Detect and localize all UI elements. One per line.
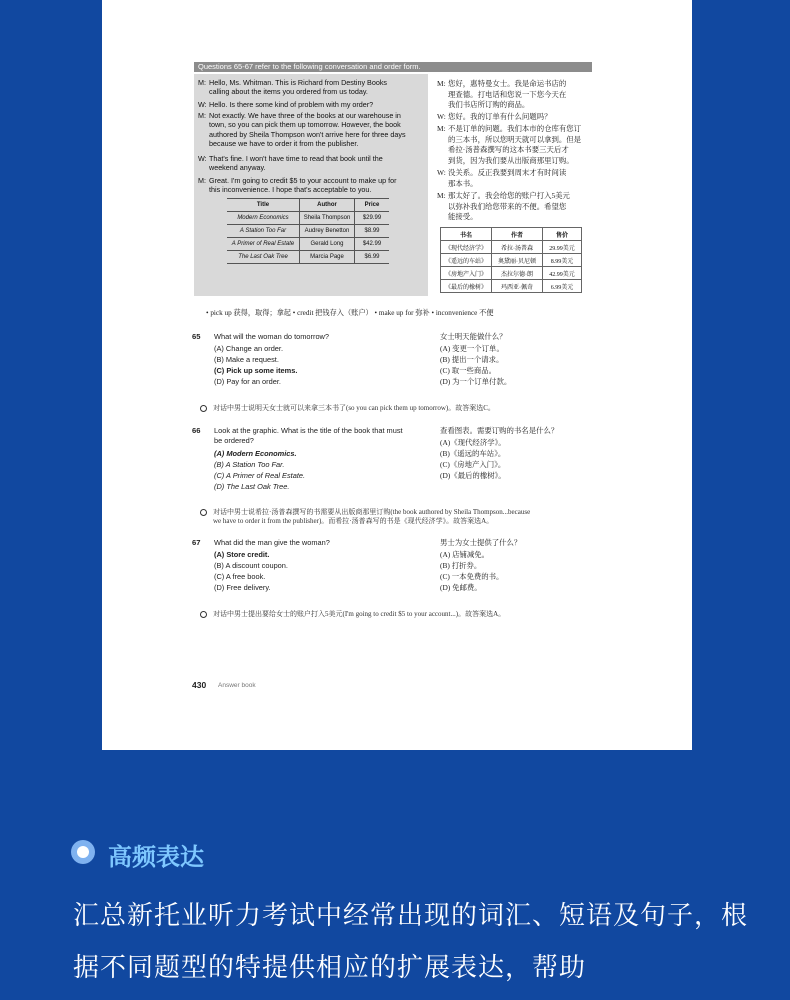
option: (B) Make a request.	[214, 355, 279, 364]
option: (B)《遥远的车站》。	[440, 449, 506, 458]
question-number: 67	[192, 538, 201, 547]
question-text: What will the woman do tomorrow?	[214, 332, 330, 341]
option: (B) 打折券。	[440, 561, 482, 570]
option: (A) 店铺减免。	[440, 550, 490, 559]
dialogue-line: That's fine. I won't have time to read that book until the	[209, 154, 383, 163]
table-cell: $42.99	[355, 238, 390, 251]
option: (D)《最后的橡树》。	[440, 471, 506, 480]
table-row	[441, 267, 582, 280]
table-cell: 29.99美元	[543, 241, 582, 254]
question-text: 女士明天能做什么？	[440, 332, 507, 341]
table-row	[227, 212, 389, 225]
question-header: Questions 65-67 refer to the following conversation and order form.	[194, 62, 592, 72]
dialogue-line: 没关系。反正我要到周末才有时间读	[448, 168, 567, 177]
question-number: 65	[192, 332, 201, 341]
option: (C) A Primer of Real Estate.	[214, 471, 306, 480]
dialogue-line: 那太好了。我会给您的账户打入5美元	[448, 191, 570, 200]
option: (C) 取一些商品。	[440, 366, 497, 375]
dialogue-line: 能接受。	[448, 212, 478, 222]
table-cell: 奥黛丽·贝尼顿	[492, 254, 543, 267]
table-cell: Gerald Long	[300, 238, 355, 251]
option: (C)《房地产入门》。	[440, 460, 506, 469]
dialogue-line: Not exactly. We have three of the books at our warehouse in	[209, 111, 401, 120]
answer-note	[200, 609, 505, 619]
table-cell: 《遥远的车站》	[441, 254, 492, 267]
option-correct: (A) Modern Economics.	[214, 449, 297, 458]
option: (C) 一本免费的书。	[440, 572, 504, 581]
table-cell: A Station Too Far	[227, 225, 300, 238]
table-row	[441, 280, 582, 293]
option: (D) 为一个订单付款。	[440, 377, 512, 386]
note-text: 对话中男士提出要给女士的账户打入5美元(I'm going to credit $5 to your account...)。故答案选A。	[213, 610, 506, 618]
dialogue-line: calling about the items you ordered from us today.	[209, 87, 368, 97]
dialogue-line: 那本书。	[448, 178, 478, 188]
option: (B) 提出一个请求。	[440, 355, 504, 364]
dialogue-line: 理查德。打电话和您说一下您今天在	[448, 89, 567, 99]
order-form-table-cn	[440, 227, 582, 293]
target-bullet-icon	[71, 840, 95, 864]
option-correct: (C) Pick up some items.	[214, 366, 298, 375]
option: (B) A discount coupon.	[214, 561, 288, 570]
dialogue-line: 希拉·汤普森撰写的这本书要三天后才	[448, 145, 569, 155]
table-cell: Audrey Benetton	[300, 225, 355, 238]
speaker: M:	[437, 124, 446, 133]
table-row	[441, 254, 582, 267]
table-row	[227, 225, 389, 238]
question-text: 男士为女士提供了什么？	[440, 538, 522, 547]
table-row	[227, 251, 389, 264]
table-row	[441, 241, 582, 254]
dialogue-line: 我们书店所订购的商品。	[448, 100, 530, 110]
option: (A) 变更一个订单。	[440, 344, 504, 353]
dialogue-line: because we have to order it from the publisher.	[209, 138, 359, 148]
question-text: be ordered?	[214, 436, 254, 445]
question-number: 66	[192, 426, 201, 435]
table-header: 作者	[492, 228, 543, 241]
table-header: Title	[227, 199, 300, 212]
dialogue-line: 以弥补我们给您带来的不便。希望您	[448, 201, 567, 211]
option-correct: (A) Store credit.	[214, 550, 270, 559]
dialogue-line: Hello. Is there some kind of problem with my order?	[209, 100, 374, 109]
speaker: W:	[437, 168, 446, 177]
dialogue-line: this inconvenience. I hope that's acceptable to you.	[209, 185, 372, 195]
table-cell: Sheila Thompson	[300, 212, 355, 225]
table-cell: 希拉·汤普森	[492, 241, 543, 254]
question-text: What did the man give the woman?	[214, 538, 330, 547]
dialogue-line: weekend anyway.	[209, 163, 266, 173]
circle-bullet-icon	[200, 405, 207, 412]
table-cell: 《现代经济学》	[441, 241, 492, 254]
table-cell: 6.99美元	[543, 280, 582, 293]
speaker: W:	[198, 100, 207, 109]
circle-bullet-icon	[200, 611, 207, 618]
speaker: W:	[198, 154, 207, 163]
dialogue-line: authored by Sheila Thompson won't arrive here for three days	[209, 129, 406, 139]
page-number: 430	[192, 680, 207, 690]
section-description: 汇总新托业听力考试中经常出现的词汇、短语及句子，根据不同题型的特提供相应的扩展表达，帮助	[73, 901, 749, 983]
speaker: M:	[437, 191, 446, 200]
table-header: Author	[300, 199, 355, 212]
option: (D) Free delivery.	[214, 583, 271, 592]
option: (A)《现代经济学》。	[440, 438, 506, 447]
table-header: 书名	[441, 228, 492, 241]
dialogue-line: 不是订单的问题。我们本市的仓库有您订	[448, 124, 582, 133]
speaker: W:	[437, 112, 446, 121]
section-title: 高频表达	[108, 843, 204, 871]
table-cell: Modern Economics	[227, 212, 300, 225]
table-cell: 玛西亚·佩奇	[492, 280, 543, 293]
dialogue-line: 到货，因为我们要从出版商那里订购。	[448, 155, 574, 165]
order-form-table	[227, 198, 389, 264]
table-cell: A Primer of Real Estate	[227, 238, 300, 251]
dialogue-line: 您好，惠特曼女士。我是命运书店的	[448, 79, 567, 88]
table-cell: $29.99	[355, 212, 390, 225]
option: (D) 免邮费。	[440, 583, 482, 592]
circle-bullet-icon	[200, 509, 207, 516]
question-text: Look at the graphic. What is the title of the book that must	[214, 426, 403, 435]
table-cell: 《房地产入门》	[441, 267, 492, 280]
dialogue-line: Hello, Ms. Whitman. This is Richard from Destiny Books	[209, 78, 388, 87]
table-cell: Marcia Page	[300, 251, 355, 264]
table-cell: 《最后的橡树》	[441, 280, 492, 293]
vocabulary-notes: • pick up 获得，取得；拿起 • credit 把钱存入（账户） • make up for 弥补 • inconvenience 不便	[206, 309, 494, 317]
speaker: M:	[437, 79, 446, 88]
dialogue-line: town, so you can pick them up tomorrow. However, the book	[209, 120, 401, 130]
answer-note	[200, 403, 495, 413]
note-text: 对话中男士说明天女士就可以来拿三本书了(so you can pick them up tomorrow)。故答案选C。	[213, 404, 495, 412]
table-cell: $6.99	[355, 251, 390, 264]
table-header: 售价	[543, 228, 582, 241]
speaker: M:	[198, 78, 206, 87]
table-cell: $8.99	[355, 225, 390, 238]
question-text: 查看图表。需要订购的书名是什么？	[440, 426, 559, 435]
option: (D) The Last Oak Tree.	[214, 482, 290, 491]
table-row	[227, 238, 389, 251]
note-text: 对话中男士说希拉·汤普森撰写的书需要从出版商那里订购(the book authored by Sheila Thompson...because	[213, 508, 531, 516]
dialogue-line: Great. I'm going to credit $5 to your account to make up for	[209, 176, 397, 185]
answer-note-continued: we have to order it from the publisher)。而希拉·汤普森写的书是《现代经济学》。故答案选A。	[213, 517, 494, 525]
table-cell: 42.99美元	[543, 267, 582, 280]
option: (C) A free book.	[214, 572, 266, 581]
speaker: M:	[198, 176, 206, 185]
speaker: M:	[198, 111, 206, 120]
textbook-page	[102, 0, 692, 750]
dialogue-line: 您好。我的订单有什么问题吗？	[448, 112, 552, 121]
option: (B) A Station Too Far.	[214, 460, 285, 469]
page-label: Answer book	[218, 682, 256, 689]
option: (A) Change an order.	[214, 344, 284, 353]
dialogue-line: 的三本书，所以您明天就可以拿到。但是	[448, 134, 582, 144]
option: (D) Pay for an order.	[214, 377, 281, 386]
table-cell: 8.99美元	[543, 254, 582, 267]
table-header: Price	[355, 199, 390, 212]
table-cell: 杰拉尔德·朗	[492, 267, 543, 280]
table-cell: The Last Oak Tree	[227, 251, 300, 264]
